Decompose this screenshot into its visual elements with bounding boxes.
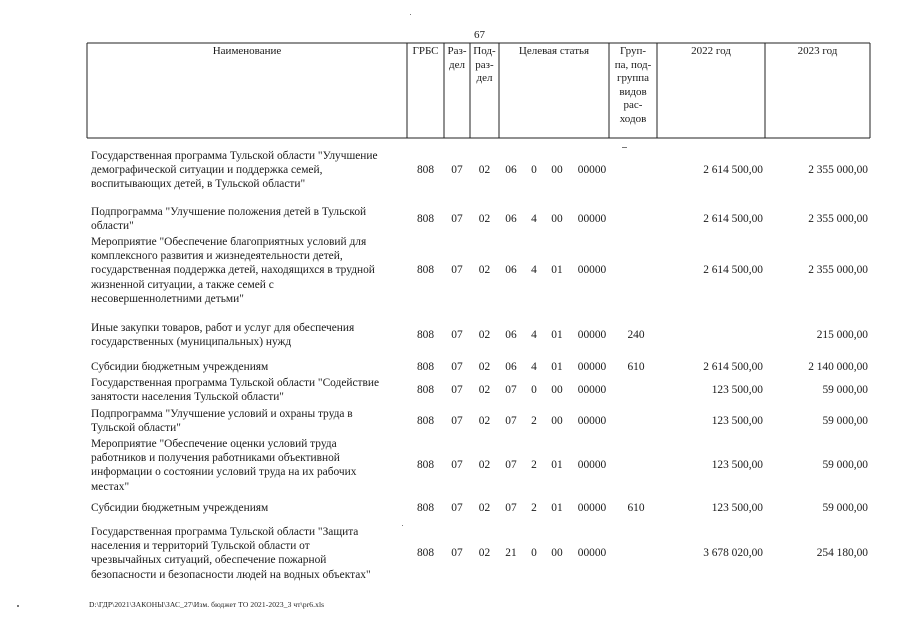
row-grbs: 808 xyxy=(416,415,435,427)
row-grbs: 808 xyxy=(416,164,435,176)
scan-speck xyxy=(402,525,403,526)
table-row xyxy=(0,235,905,306)
row-name xyxy=(91,235,411,306)
row-name-line: Подпрограмма "Улучшение положения детей в Тульской xyxy=(91,206,367,218)
row-t3: 01 xyxy=(551,459,563,471)
row-name xyxy=(91,376,411,404)
row-name-line: Тульской области" xyxy=(91,422,181,435)
row-t1: 07 xyxy=(505,384,517,396)
scan-speck xyxy=(17,605,19,607)
table-row xyxy=(0,525,905,582)
header-name: Наименование xyxy=(212,45,282,57)
row-name-line: государственная поддержка детей, находящихся в трудной xyxy=(91,264,375,277)
row-t4: 00000 xyxy=(577,164,607,176)
row-t4: 00000 xyxy=(577,459,607,471)
table-row xyxy=(0,321,905,349)
row-name-line: Государственная программа Тульской области "Содействие xyxy=(91,377,380,389)
row-t1: 06 xyxy=(505,213,517,225)
header-razdel-line: дел xyxy=(449,58,465,71)
table-row xyxy=(0,360,905,374)
row-razdel: 07 xyxy=(451,164,463,176)
row-grbs: 808 xyxy=(416,264,435,276)
row-t3: 01 xyxy=(551,264,563,276)
row-amount-2023: 2 140 000,00 xyxy=(808,361,868,373)
row-podrazdel: 02 xyxy=(478,459,491,471)
row-grbs: 808 xyxy=(416,459,435,471)
row-name-line: государственных (муниципальных) нужд xyxy=(91,336,292,349)
table-row xyxy=(0,437,905,494)
table-row xyxy=(0,205,905,233)
row-t1: 21 xyxy=(505,547,517,559)
header-group-line: па, под- xyxy=(614,58,652,71)
header-target: Целевая статья xyxy=(518,45,590,57)
header-grid xyxy=(0,0,905,150)
row-t2: 4 xyxy=(531,213,537,225)
row-podrazdel: 02 xyxy=(478,502,491,514)
row-amount-2023: 59 000,00 xyxy=(822,459,868,471)
row-podrazdel: 02 xyxy=(478,415,491,427)
table-row xyxy=(0,501,905,515)
row-name-line: области" xyxy=(91,220,134,233)
row-podrazdel: 02 xyxy=(478,164,491,176)
row-t1: 06 xyxy=(505,264,517,276)
row-t3: 00 xyxy=(551,547,563,559)
row-name-line: демографической ситуации и поддержка семей, xyxy=(91,164,323,177)
row-t1: 07 xyxy=(505,502,517,514)
row-grbs: 808 xyxy=(416,361,435,373)
row-amount-2023: 215 000,00 xyxy=(816,329,868,341)
row-vr: 610 xyxy=(627,502,645,514)
row-name-line: Государственная программа Тульской области "Улучшение xyxy=(91,150,378,162)
row-t3: 00 xyxy=(551,415,563,427)
row-amount-2023: 254 180,00 xyxy=(816,547,868,559)
row-t3: 00 xyxy=(551,164,563,176)
row-name xyxy=(91,525,411,582)
row-t4: 00000 xyxy=(577,264,607,276)
header-group-line: видов xyxy=(619,85,647,98)
row-grbs: 808 xyxy=(416,329,435,341)
row-razdel: 07 xyxy=(451,361,463,373)
row-amount-2022: 123 500,00 xyxy=(711,459,763,471)
row-amount-2023: 59 000,00 xyxy=(822,384,868,396)
row-t4: 00000 xyxy=(577,415,607,427)
row-amount-2022: 2 614 500,00 xyxy=(703,164,763,176)
row-t2: 0 xyxy=(531,384,537,396)
header-razdel xyxy=(444,45,470,72)
header-podrazdel-line: Под- xyxy=(473,45,496,57)
row-razdel: 07 xyxy=(451,264,463,276)
row-name-line: чрезвычайных ситуаций, обеспечение пожарной xyxy=(91,554,327,567)
row-name-line: безопасности и безопасности людей на водных объектах" xyxy=(91,568,371,581)
row-t2: 0 xyxy=(531,164,537,176)
header-grbs: ГРБС xyxy=(412,45,439,57)
row-t3: 01 xyxy=(551,502,563,514)
row-vr: 610 xyxy=(627,361,645,373)
header-group-line: Груп- xyxy=(619,45,647,57)
row-razdel: 07 xyxy=(451,547,463,559)
row-amount-2022: 123 500,00 xyxy=(711,415,763,427)
row-t3: 00 xyxy=(551,213,563,225)
row-name-line: занятости населения Тульской области" xyxy=(91,391,284,404)
header-podrazdel xyxy=(470,45,499,86)
row-name xyxy=(91,437,411,494)
row-t2: 4 xyxy=(531,361,537,373)
row-name-line: Иные закупки товаров, работ и услуг для обеспечения xyxy=(91,322,355,334)
row-podrazdel: 02 xyxy=(478,384,491,396)
row-name xyxy=(91,321,411,349)
row-name-line: работников и получения работниками объективной xyxy=(91,452,340,465)
row-t4: 00000 xyxy=(577,361,607,373)
header-group-line: ходов xyxy=(619,112,647,125)
row-t1: 07 xyxy=(505,459,517,471)
row-podrazdel: 02 xyxy=(478,547,491,559)
row-t4: 00000 xyxy=(577,502,607,514)
row-razdel: 07 xyxy=(451,502,463,514)
row-name xyxy=(91,501,411,515)
row-razdel: 07 xyxy=(451,459,463,471)
row-t2: 0 xyxy=(531,547,537,559)
row-t2: 2 xyxy=(531,415,537,427)
row-t2: 4 xyxy=(531,329,537,341)
row-name xyxy=(91,205,411,233)
row-amount-2022: 123 500,00 xyxy=(711,384,763,396)
row-podrazdel: 02 xyxy=(478,329,491,341)
row-amount-2023: 2 355 000,00 xyxy=(808,164,868,176)
scan-speck xyxy=(622,147,627,148)
row-name-line: несовершеннолетними детьми" xyxy=(91,292,244,305)
row-t1: 06 xyxy=(505,329,517,341)
file-path-footer: D:\ГДР\2021\ЗАКОНЫ\ЗАС_27\Изм. бюджет ТО 2021-2023_3 чт\pr6.xls xyxy=(89,600,325,609)
row-t1: 07 xyxy=(505,415,517,427)
row-amount-2022: 123 500,00 xyxy=(711,502,763,514)
row-name-line: Мероприятие "Обеспечение оценки условий труда xyxy=(91,438,337,450)
row-t2: 4 xyxy=(531,264,537,276)
row-grbs: 808 xyxy=(416,213,435,225)
table-row xyxy=(0,149,905,192)
header-podrazdel-line: дел xyxy=(476,72,493,84)
row-name-line: комплексного развития и жизнедеятельности детей, xyxy=(91,250,343,263)
row-name-line: жизненной ситуации, а также семей с xyxy=(91,278,274,291)
header-razdel-line: Раз- xyxy=(447,45,467,57)
row-amount-2023: 59 000,00 xyxy=(822,415,868,427)
row-t4: 00000 xyxy=(577,213,607,225)
row-amount-2022: 2 614 500,00 xyxy=(703,264,763,276)
row-vr: 240 xyxy=(627,329,645,341)
row-t1: 06 xyxy=(505,361,517,373)
row-amount-2023: 2 355 000,00 xyxy=(808,264,868,276)
row-amount-2023: 59 000,00 xyxy=(822,502,868,514)
scan-speck xyxy=(410,14,411,15)
row-name-line: Подпрограмма "Улучшение условий и охраны труда в xyxy=(91,408,353,420)
header-2022: 2022 год xyxy=(691,45,731,57)
row-name-line: населения и территорий Тульской области от xyxy=(91,540,310,553)
page-number: 67 xyxy=(474,29,485,41)
row-name-line: Государственная программа Тульской области "Защита xyxy=(91,526,359,538)
header-group-line: группа xyxy=(616,72,650,84)
row-podrazdel: 02 xyxy=(478,264,491,276)
row-podrazdel: 02 xyxy=(478,213,491,225)
row-t4: 00000 xyxy=(577,329,607,341)
row-grbs: 808 xyxy=(416,502,435,514)
header-group xyxy=(609,45,657,126)
row-name xyxy=(91,407,411,435)
row-t1: 06 xyxy=(505,164,517,176)
row-name-line: местах" xyxy=(91,480,130,493)
row-razdel: 07 xyxy=(451,415,463,427)
row-grbs: 808 xyxy=(416,547,435,559)
row-name xyxy=(91,360,411,374)
row-amount-2022: 2 614 500,00 xyxy=(703,213,763,225)
row-razdel: 07 xyxy=(451,213,463,225)
row-t2: 2 xyxy=(531,459,537,471)
header-podrazdel-line: раз- xyxy=(475,58,494,71)
row-name-line: Субсидии бюджетным учреждениям xyxy=(91,361,269,373)
row-razdel: 07 xyxy=(451,384,463,396)
row-t3: 01 xyxy=(551,329,563,341)
row-grbs: 808 xyxy=(416,384,435,396)
row-t3: 00 xyxy=(551,384,563,396)
table-row xyxy=(0,376,905,404)
row-t4: 00000 xyxy=(577,384,607,396)
row-t4: 00000 xyxy=(577,547,607,559)
row-razdel: 07 xyxy=(451,329,463,341)
row-t3: 01 xyxy=(551,361,563,373)
row-name xyxy=(91,149,411,192)
header-2023: 2023 год xyxy=(797,45,838,57)
table-row xyxy=(0,407,905,435)
row-name-line: Мероприятие "Обеспечение благоприятных условий для xyxy=(91,236,367,248)
row-podrazdel: 02 xyxy=(478,361,491,373)
header-group-line: рас- xyxy=(623,99,643,111)
row-amount-2022: 3 678 020,00 xyxy=(703,547,763,559)
row-amount-2023: 2 355 000,00 xyxy=(808,213,868,225)
row-name-line: информации о состоянии условий труда на их рабочих xyxy=(91,466,357,479)
row-name-line: воспитывающих детей, в Тульской области" xyxy=(91,178,306,191)
row-t2: 2 xyxy=(531,502,537,514)
row-name-line: Субсидии бюджетным учреждениям xyxy=(91,502,269,514)
row-amount-2022: 2 614 500,00 xyxy=(703,361,763,373)
